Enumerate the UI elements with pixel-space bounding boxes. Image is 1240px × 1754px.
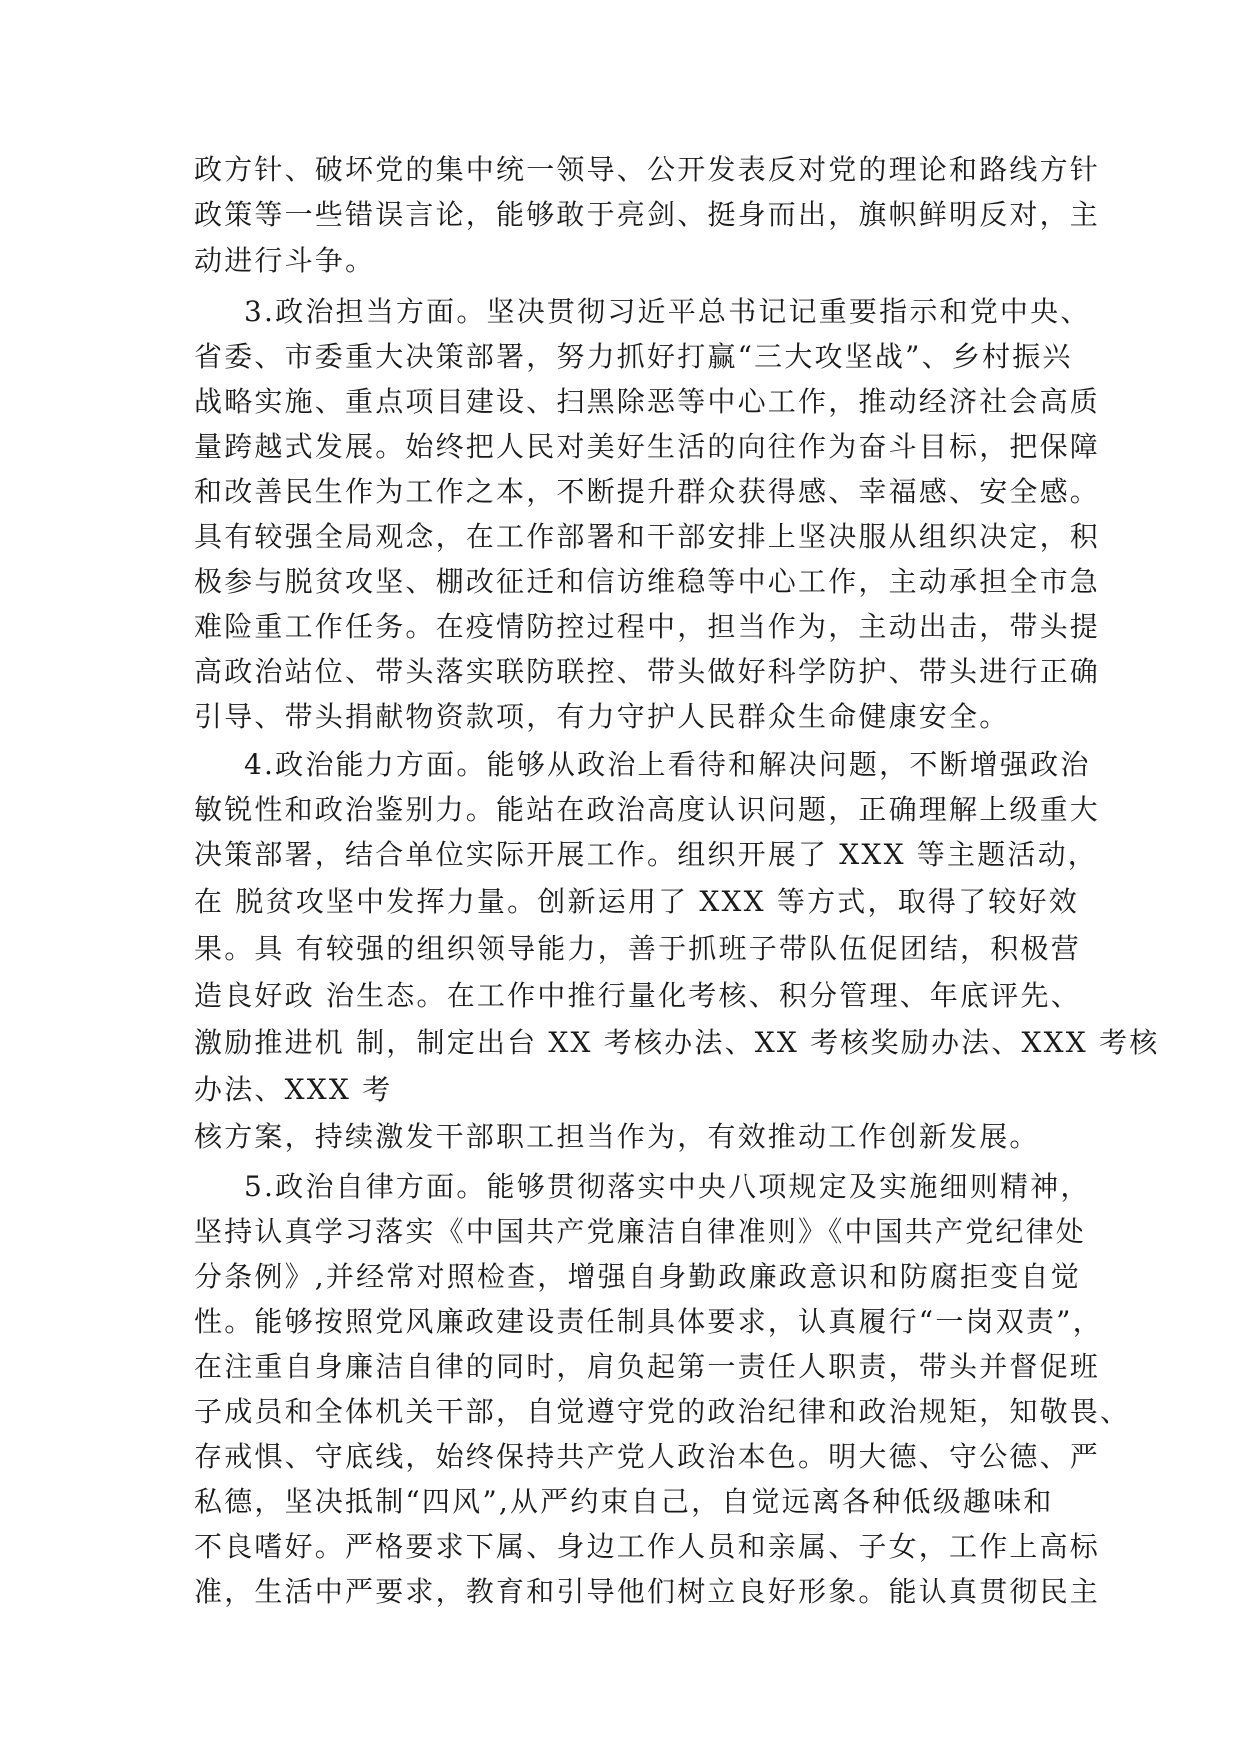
paragraph-5-first-line: 5.政治自律方面。能够贯彻落实中央八项规定及实施细则精神，	[244, 1170, 1091, 1203]
text-line: 坚持认真学习落实《中国共产党廉洁自律准则》《中国共产党纪律处	[194, 1215, 1087, 1248]
text-line: 政策等一些错误言论，能够敢于亮剑、挺身而出，旗帜鲜明反对，主	[194, 198, 1101, 231]
text-line: 性。能够按照党风廉政建设责任制具体要求，认真履行“一岗双责”，	[194, 1305, 1103, 1338]
text-line: 在 脱贫攻坚中发挥力量。创新运用了 XXX 等方式，取得了较好效	[194, 885, 1079, 918]
text-line: 政方针、破坏党的集中统一领导、公开发表反对党的理论和路线方针	[194, 153, 1101, 186]
text-line: 难险重工作任务。在疫情防控过程中，担当作为，主动出击，带头提	[194, 610, 1101, 643]
text-line: 战略实施、重点项目建设、扫黑除恶等中心工作，推动经济社会高质	[194, 385, 1101, 418]
text-line: 在注重自身廉洁自律的同时，肩负起第一责任人职责，带头并督促班	[194, 1350, 1101, 1383]
text-line: 分条例》,并经常对照检查，增强自身勤政廉政意识和防腐拒变自觉	[194, 1260, 1081, 1293]
text-line: 不良嗜好。严格要求下属、身边工作人员和亲属、子女，工作上高标	[194, 1530, 1101, 1563]
text-line: 量跨越式发展。始终把人民对美好生活的向往作为奋斗目标，把保障	[194, 430, 1101, 463]
text-line: 引导、带头捐献物资款项，有力守护人民群众生命健康安全。	[194, 700, 1010, 733]
text-line: 核方案，持续激发干部职工担当作为，有效推动工作创新发展。	[194, 1120, 1040, 1153]
text-line: 办法、XXX 考	[194, 1073, 393, 1106]
text-line: 极参与脱贫攻坚、棚改征迁和信访维稳等中心工作，主动承担全市急	[194, 565, 1101, 598]
text-line: 激励推进机 制，制定出台 XX 考核办法、XX 考核奖励办法、XXX 考核	[194, 1026, 1160, 1059]
paragraph-4-first-line: 4.政治能力方面。能够从政治上看待和解决问题，不断增强政治	[244, 748, 1091, 781]
text-line: 造良好政 治生态。在工作中推行量化考核、积分管理、年底评先、	[194, 979, 1081, 1012]
text-line: 和改善民生作为工作之本，不断提升群众获得感、幸福感、安全感。	[194, 475, 1101, 508]
text-line: 敏锐性和政治鉴别力。能站在政治高度认识问题，正确理解上级重大	[194, 793, 1101, 826]
text-line: 高政治站位、带头落实联防联控、带头做好科学防护、带头进行正确	[194, 655, 1101, 688]
text-line: 果。具 有较强的组织领导能力，善于抓班子带队伍促团结，积极营	[194, 932, 1081, 965]
text-line: 决策部署，结合单位实际开展工作。组织开展了 XXX 等主题活动，	[194, 838, 1099, 871]
text-line: 动进行斗争。	[194, 244, 376, 277]
text-line: 具有较强全局观念，在工作部署和干部安排上坚决服从组织决定，积	[194, 520, 1101, 553]
text-line: 准，生活中严要求，教育和引导他们树立良好形象。能认真贯彻民主	[194, 1575, 1101, 1608]
text-line: 私德，坚决抵制“四风”,从严约束自己，自觉远离各种低级趣味和	[194, 1485, 1054, 1518]
text-line: 子成员和全体机关干部，自觉遵守党的政治纪律和政治规矩，知敬畏、	[194, 1395, 1131, 1428]
paragraph-3-first-line: 3.政治担当方面。坚决贯彻习近平总书记记重要指示和党中央、	[244, 295, 1091, 328]
text-line: 存戒惧、守底线，始终保持共产党人政治本色。明大德、守公德、严	[194, 1440, 1101, 1473]
text-line: 省委、市委重大决策部署，努力抓好打赢“三大攻坚战”、乡村振兴	[194, 340, 1073, 373]
